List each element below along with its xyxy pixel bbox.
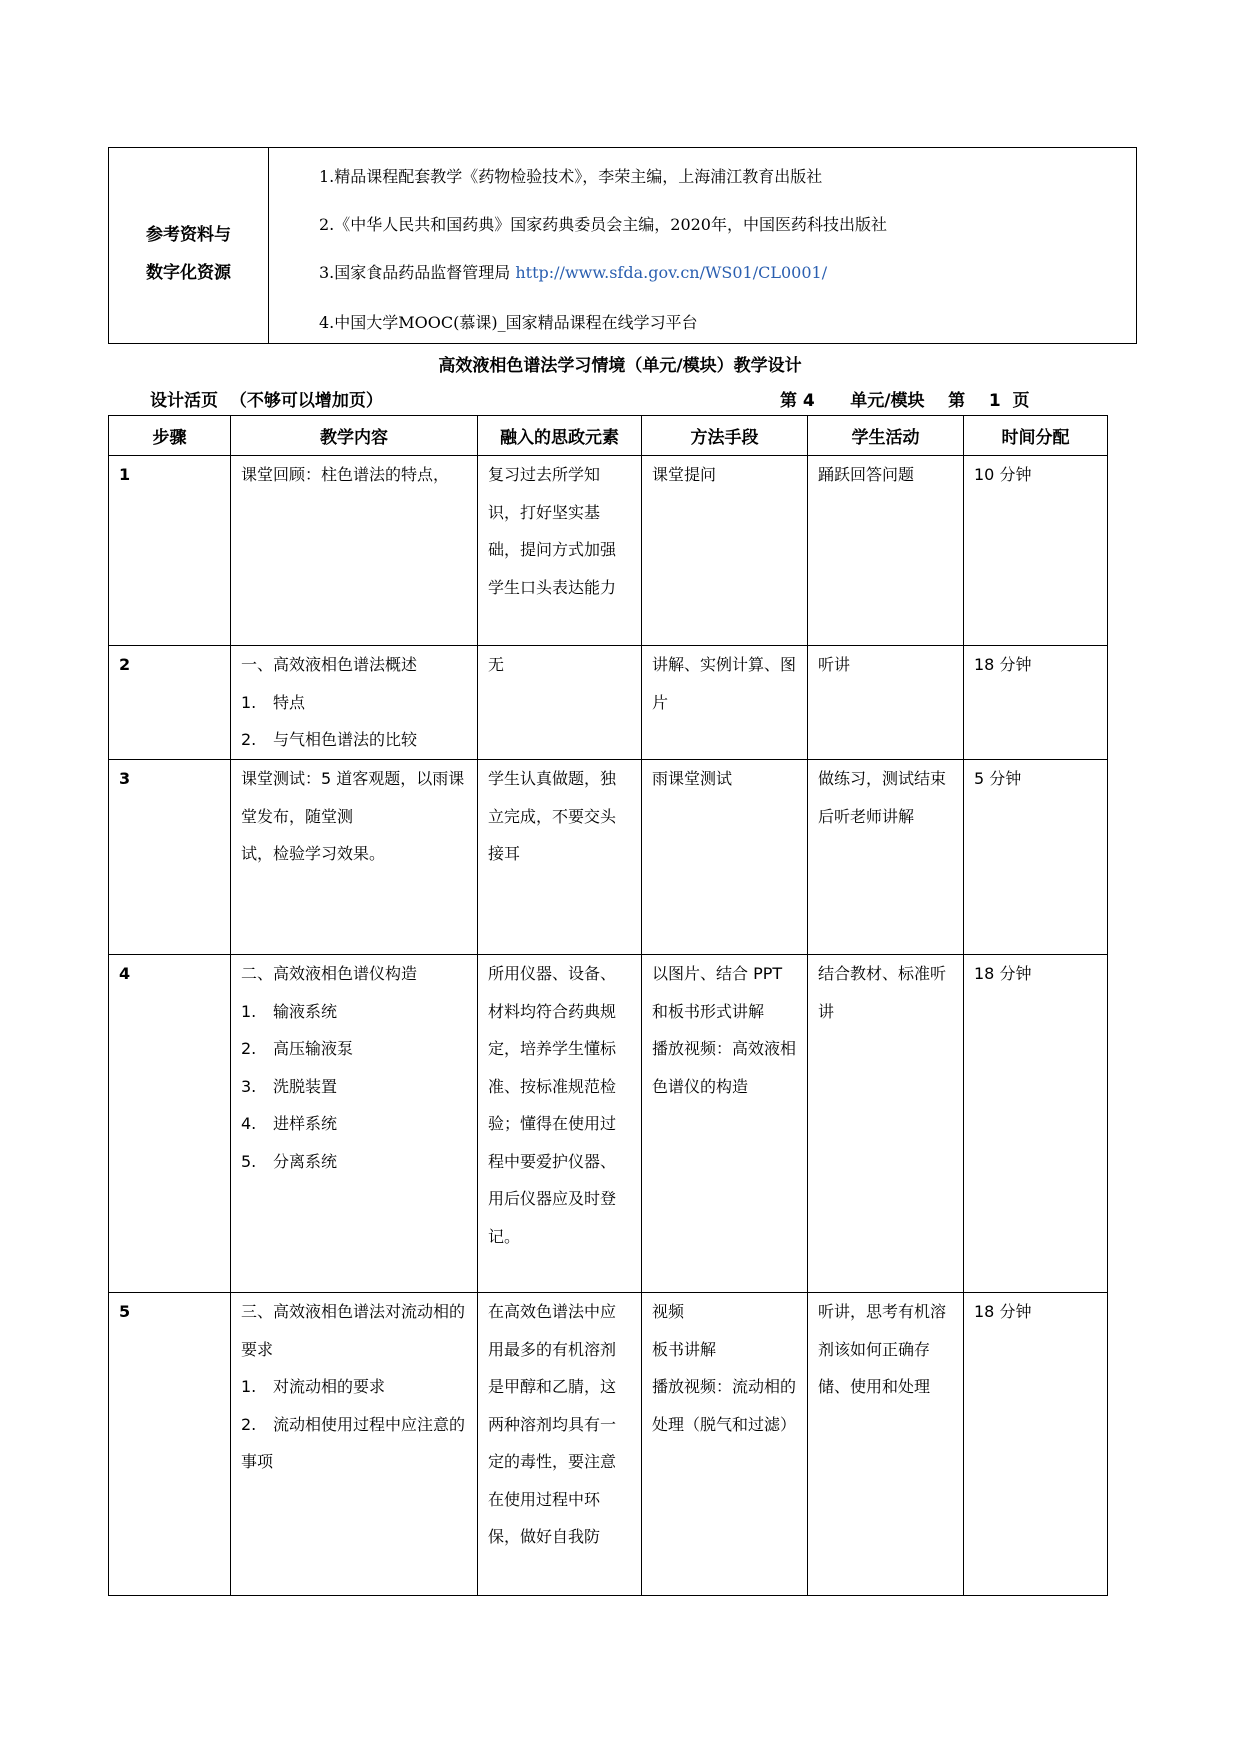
- content-text: 试，检验学习效果。: [241, 844, 386, 863]
- ideology-text: 无: [488, 655, 505, 674]
- table-row: [109, 1293, 1108, 1596]
- table-row: [109, 760, 1108, 955]
- content-list-item: [241, 1368, 467, 1406]
- content-list-item: [241, 1068, 467, 1106]
- ideology-cell: [478, 1293, 642, 1596]
- content-list-number: 1.: [241, 1377, 257, 1396]
- content-list-item: [241, 1406, 467, 1481]
- method-text: 视频: [652, 1302, 685, 1321]
- header-time: 时间分配: [964, 416, 1108, 456]
- time-cell: [964, 646, 1108, 760]
- step-cell: [109, 760, 231, 955]
- content-list-text: 与气相色谱法的比较: [273, 730, 418, 749]
- time-cell: [964, 760, 1108, 955]
- content-list-item: [241, 721, 467, 759]
- step-number: 3: [119, 769, 131, 788]
- time-cell: [964, 456, 1108, 646]
- header-step: 步骤: [109, 416, 231, 456]
- activity-cell: [808, 456, 964, 646]
- time-cell: [964, 1293, 1108, 1596]
- method-text: 播放视频：流动相的处理（脱气和过滤）: [652, 1377, 797, 1434]
- method-cell: [642, 646, 808, 760]
- ideology-cell: [478, 955, 642, 1293]
- step-number: 1: [119, 465, 131, 484]
- reference-item-3-text: 3.国家食品药品监督管理局: [319, 263, 516, 282]
- activity-text: 踊跃回答问题: [818, 465, 915, 484]
- design-subtitle-right: 第 4 单元/模块 第 1 页: [780, 391, 1030, 411]
- header-method: 方法手段: [642, 416, 808, 456]
- content-list-number: 5.: [241, 1151, 257, 1171]
- content-list-text: 对流动相的要求: [273, 1377, 386, 1396]
- step-cell: [109, 456, 231, 646]
- ideology-text: 所用仪器、设备、材料均符合药典规定，培养学生懂标准、按标准规范检验；懂得在使用过程中要爱护仪器、用后仪器应及时登记。: [488, 964, 617, 1246]
- ideology-cell: [478, 760, 642, 955]
- activity-cell: [808, 646, 964, 760]
- method-text: 板书讲解: [652, 1339, 717, 1359]
- content-cell: [231, 1293, 478, 1596]
- content-text: 课堂测试：5 道客观题，以雨课堂发布，随堂测: [241, 769, 465, 826]
- content-text: 一、高效液相色谱法概述: [241, 655, 418, 674]
- content-list-number: 2.: [241, 730, 257, 749]
- method-text: 以图片、结合 PPT 和板书形式讲解: [652, 964, 783, 1021]
- content-list-text: 洗脱装置: [273, 1076, 338, 1096]
- content-list-text: 特点: [273, 692, 306, 712]
- step-cell: [109, 646, 231, 760]
- step-number: 2: [119, 655, 131, 674]
- reference-label-line1: 参考资料与: [146, 225, 231, 245]
- table-header-row: [109, 416, 1108, 456]
- ideology-cell: [478, 456, 642, 646]
- content-list-number: 4.: [241, 1114, 257, 1133]
- method-text: 播放视频：高效液相色谱仪的构造: [652, 1039, 797, 1096]
- table-row: [109, 955, 1108, 1293]
- reference-label-line2: 数字化资源: [146, 263, 231, 283]
- step-number: 4: [119, 964, 131, 983]
- ideology-text: 复习过去所学知识，打好坚实基础，提问方式加强学生口头表达能力: [488, 465, 617, 597]
- table-row: [109, 456, 1108, 646]
- content-cell: [231, 646, 478, 760]
- content-list-text: 分离系统: [273, 1151, 338, 1171]
- time-cell: [964, 955, 1108, 1293]
- content-list-number: 2.: [241, 1039, 257, 1058]
- activity-text: 结合教材、标准听讲: [818, 964, 947, 1021]
- step-cell: [109, 1293, 231, 1596]
- time-text: 18 分钟: [974, 964, 1032, 983]
- reference-item-2: 2.《中华人民共和国药典》国家药典委员会主编，2020年，中国医药科技出版社: [319, 215, 887, 234]
- content-list-item: [241, 1030, 467, 1068]
- teaching-plan-table: [108, 415, 1108, 1596]
- content-list-text: 流动相使用过程中应注意的事项: [241, 1414, 466, 1471]
- time-text: 5 分钟: [974, 769, 1022, 788]
- time-text: 10 分钟: [974, 465, 1032, 484]
- content-text: 二、高效液相色谱仪构造: [241, 964, 418, 983]
- method-cell: [642, 955, 808, 1293]
- content-list-item: [241, 684, 467, 722]
- header-activity: 学生活动: [808, 416, 964, 456]
- ideology-text: 学生认真做题，独立完成，不要交头接耳: [488, 769, 617, 863]
- reference-item-4: 4.中国大学MOOC(慕课)_国家精品课程在线学习平台: [319, 313, 698, 332]
- time-text: 18 分钟: [974, 655, 1032, 674]
- activity-text: 听讲，思考有机溶剂该如何正确存储、使用和处理: [818, 1302, 947, 1396]
- sfda-link[interactable]: http://www.sfda.gov.cn/WS01/CL0001/: [515, 263, 828, 282]
- reference-item-3: [319, 260, 827, 283]
- content-list-item: [241, 1105, 467, 1143]
- method-text: 课堂提问: [652, 465, 717, 484]
- step-cell: [109, 955, 231, 1293]
- content-text: 课堂回顾：柱色谱法的特点，: [241, 465, 450, 484]
- activity-text: 听讲: [818, 655, 851, 674]
- content-list-item: [241, 993, 467, 1031]
- content-cell: [231, 760, 478, 955]
- design-title: 高效液相色谱法学习情境（单元/模块）教学设计: [438, 356, 802, 376]
- content-list-number: 1.: [241, 692, 257, 712]
- reference-resources-box: [108, 147, 1137, 344]
- reference-label-cell: [109, 148, 269, 343]
- content-cell: [231, 955, 478, 1293]
- activity-cell: [808, 955, 964, 1293]
- method-cell: [642, 760, 808, 955]
- activity-cell: [808, 1293, 964, 1596]
- content-list-text: 输液系统: [273, 1001, 338, 1021]
- method-text: 雨课堂测试: [652, 769, 733, 788]
- ideology-cell: [478, 646, 642, 760]
- content-list-number: 2.: [241, 1414, 257, 1434]
- table-row: [109, 646, 1108, 760]
- activity-text: 做练习，测试结束后听老师讲解: [818, 769, 947, 826]
- activity-cell: [808, 760, 964, 955]
- content-list-item: [241, 1143, 467, 1181]
- content-text: 三、高效液相色谱法对流动相的要求: [241, 1302, 466, 1359]
- reference-item-1: 1.精品课程配套教学《药物检验技术》，李荣主编，上海浦江教育出版社: [319, 167, 823, 186]
- content-list-text: 高压输液泵: [273, 1039, 354, 1058]
- reference-label: [109, 216, 268, 292]
- method-cell: [642, 456, 808, 646]
- time-text: 18 分钟: [974, 1302, 1032, 1321]
- method-text: 讲解、实例计算、图片: [652, 655, 797, 712]
- design-subtitle-left: 设计活页 （不够可以增加页）: [150, 391, 383, 411]
- method-cell: [642, 1293, 808, 1596]
- content-list-number: 3.: [241, 1076, 257, 1096]
- header-content: 教学内容: [231, 416, 478, 456]
- step-number: 5: [119, 1302, 131, 1321]
- ideology-text: 在高效色谱法中应用最多的有机溶剂是甲醇和乙腈，这两种溶剂均具有一定的毒性，要注意在使用过程中环保，做好自我防: [488, 1302, 617, 1546]
- content-list-text: 进样系统: [273, 1114, 338, 1133]
- content-list-number: 1.: [241, 1001, 257, 1021]
- content-cell: [231, 456, 478, 646]
- header-ideology: 融入的思政元素: [478, 416, 642, 456]
